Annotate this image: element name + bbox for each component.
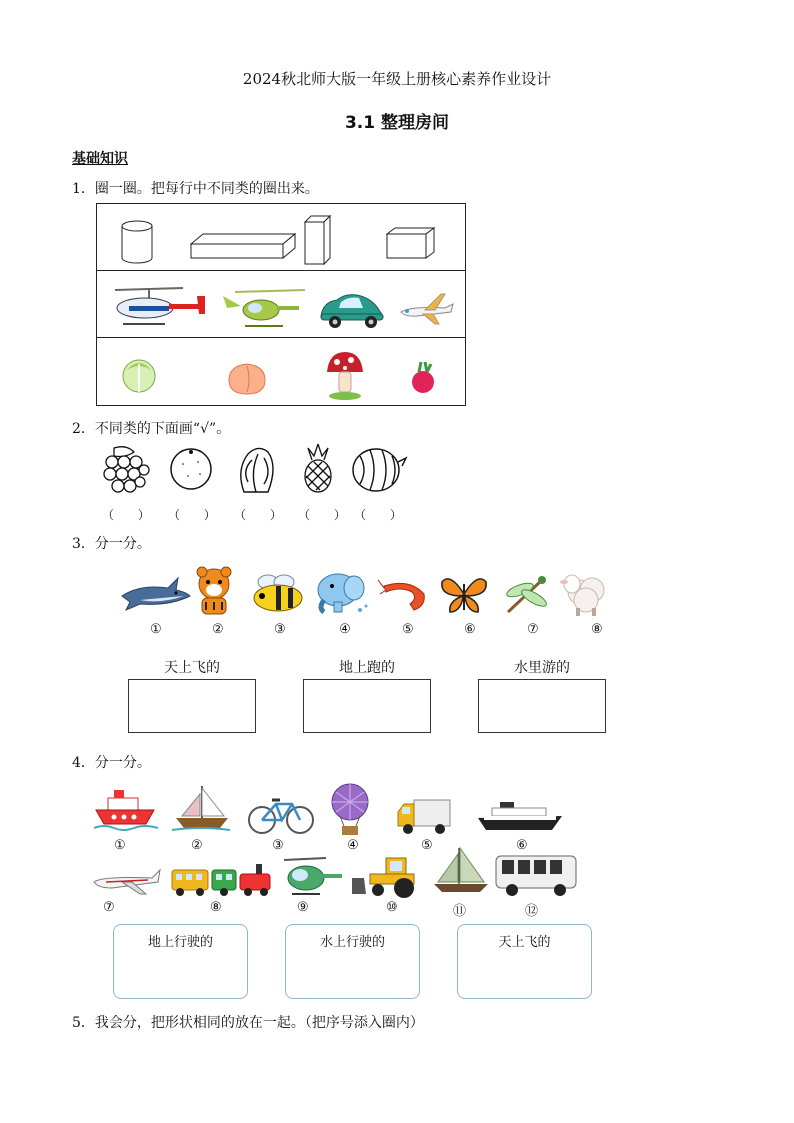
hot-air-balloon-icon [322, 782, 378, 838]
helicopter-icon [280, 856, 346, 898]
elephant-icon [314, 572, 370, 616]
category-label-land: 地上行驶的 [147, 935, 213, 950]
vehicle-number-7: ⑦ [103, 900, 115, 915]
bulldozer-icon [350, 856, 424, 898]
flat-box-icon [189, 232, 299, 262]
category-label-sky: 天上飞的 [498, 935, 551, 950]
cabbage-outline-icon [234, 442, 280, 498]
question-2-prompt: 2．不同类的下面画“√”。 [72, 421, 231, 437]
shark-icon [120, 574, 192, 614]
answer-box-run[interactable] [303, 679, 431, 733]
sailing-ship-icon [432, 846, 490, 898]
answer-box-water[interactable] [285, 924, 420, 999]
watermelon-icon [350, 444, 410, 494]
ship-icon [94, 786, 160, 832]
question-5-prompt: 5．我会分，把形状相同的放在一起。（把序号添入圈内） [72, 1015, 424, 1031]
truck-icon [396, 798, 452, 838]
animal-number-3: ③ [274, 622, 286, 637]
train-icon [170, 862, 274, 898]
answer-blank-2[interactable]: （ ） [168, 508, 226, 522]
answer-blank-5[interactable]: （ ） [354, 508, 412, 522]
category-label-run: 地上跑的 [339, 660, 395, 676]
vehicle-number-5: ⑤ [421, 838, 433, 853]
category-label-fly: 天上飞的 [164, 660, 220, 676]
vehicle-number-10: ⑩ [386, 900, 398, 915]
tall-box-icon [303, 214, 333, 266]
car-icon [317, 290, 387, 330]
bicycle-icon [246, 796, 316, 836]
question-3-prompt: 3．分一分。 [72, 536, 151, 552]
vehicle-number-11: ⑪ [453, 904, 467, 919]
vehicle-number-12: ⑫ [525, 904, 539, 919]
sailboat-icon [172, 784, 230, 832]
answer-blank-1[interactable]: （ ） [102, 508, 160, 522]
peach-icon [225, 356, 269, 396]
helicopter-red-icon [109, 284, 209, 330]
vehicle-number-6: ⑥ [516, 838, 528, 853]
animal-number-7: ⑦ [527, 622, 539, 637]
vehicle-number-1: ① [114, 838, 126, 853]
jet-icon [92, 862, 164, 898]
vehicle-number-4: ④ [347, 838, 359, 853]
shrimp-icon [380, 576, 430, 614]
sheep-icon [560, 570, 614, 616]
question-1-grid [96, 203, 466, 406]
airplane-icon [397, 290, 457, 328]
question-4-prompt: 4．分一分。 [72, 755, 151, 771]
radish-icon [405, 360, 441, 396]
animal-number-2: ② [212, 622, 224, 637]
animal-number-5: ⑤ [402, 622, 414, 637]
cuboid-icon [385, 226, 437, 262]
category-label-water: 水上行驶的 [319, 935, 385, 950]
vehicle-number-8: ⑧ [210, 900, 222, 915]
question-1-prompt: 1．圈一圈。把每行中不同类的圈出来。 [72, 181, 319, 197]
answer-box-swim[interactable] [478, 679, 606, 733]
vehicle-number-9: ⑨ [297, 900, 309, 915]
category-label-swim: 水里游的 [514, 660, 570, 676]
orange-icon [168, 444, 214, 492]
answer-box-sky[interactable] [457, 924, 592, 999]
butterfly-icon [440, 574, 488, 616]
helicopter-green-icon [221, 288, 309, 330]
pineapple-icon [300, 442, 336, 494]
section-heading: 基础知识 [72, 151, 128, 167]
animal-number-4: ④ [339, 622, 351, 637]
answer-box-land[interactable] [113, 924, 248, 999]
grid-divider [97, 337, 465, 338]
vehicle-number-2: ② [191, 838, 203, 853]
animal-number-6: ⑥ [464, 622, 476, 637]
answer-box-fly[interactable] [128, 679, 256, 733]
animal-number-1: ① [150, 622, 162, 637]
cylinder-icon [121, 220, 155, 266]
cabbage-icon [119, 352, 159, 394]
bus-icon [494, 854, 578, 898]
mushroom-icon [325, 350, 365, 402]
vehicle-number-3: ③ [272, 838, 284, 853]
document-title: 2024秋北师大版一年级上册核心素养作业设计 [242, 70, 552, 88]
grid-divider [97, 270, 465, 271]
tiger-icon [192, 566, 236, 616]
answer-blank-4[interactable]: （ ） [298, 508, 356, 522]
grapes-icon [100, 444, 150, 496]
lesson-title: 3.1 整理房间 [344, 113, 450, 133]
animal-number-8: ⑧ [591, 622, 603, 637]
dragonfly-icon [498, 572, 554, 618]
bee-icon [250, 574, 306, 614]
answer-blank-3[interactable]: （ ） [234, 508, 292, 522]
cruise-ship-icon [476, 800, 564, 838]
